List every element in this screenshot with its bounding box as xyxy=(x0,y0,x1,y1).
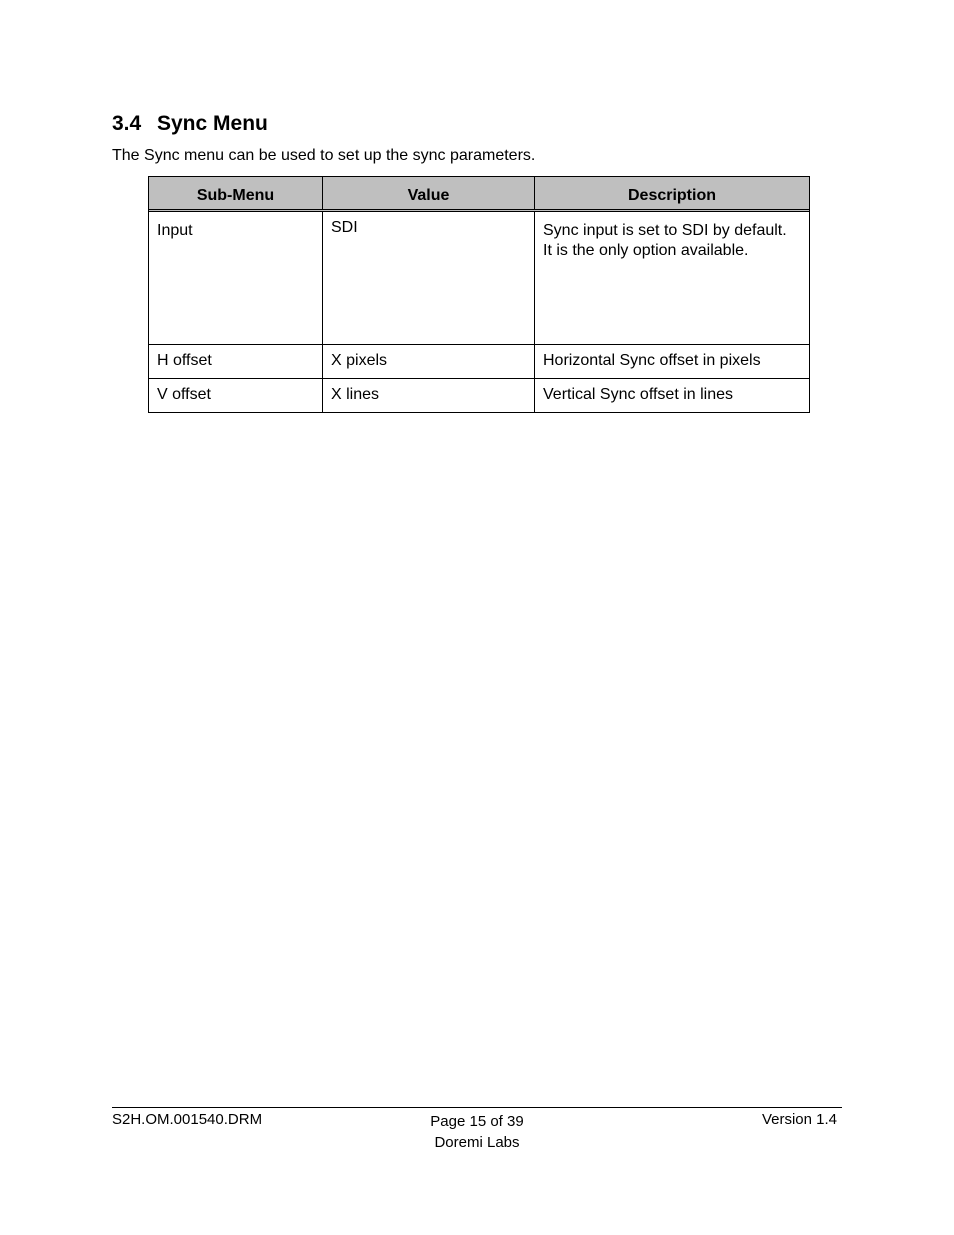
section-heading xyxy=(112,112,268,136)
cell-sub-menu: H offset xyxy=(149,345,323,378)
footer-doc-id: S2H.OM.001540.DRM xyxy=(112,1111,263,1128)
cell-value: SDI xyxy=(323,212,535,344)
footer-page-number: Page 15 of 39 xyxy=(430,1113,524,1130)
cell-description: Sync input is set to SDI by default. It is the only option available. xyxy=(543,222,796,259)
footer-company: Doremi Labs xyxy=(434,1134,520,1151)
table-header-row xyxy=(149,177,809,212)
section-intro: The Sync menu can be used to set up the sync parameters. xyxy=(112,147,536,164)
table-row xyxy=(149,379,809,412)
section-title: Sync Menu xyxy=(157,112,268,135)
sync-menu-table xyxy=(148,176,810,413)
header-value: Value xyxy=(323,177,535,209)
footer-divider xyxy=(112,1107,842,1108)
table-row xyxy=(149,212,809,345)
header-sub-menu: Sub-Menu xyxy=(149,177,323,209)
footer-version: Version 1.4 xyxy=(761,1111,837,1128)
cell-value: X pixels xyxy=(323,345,535,378)
table-row xyxy=(149,345,809,379)
cell-sub-menu: Input xyxy=(149,212,323,344)
cell-description: Horizontal Sync offset in pixels xyxy=(543,352,761,369)
section-number: 3.4 xyxy=(112,112,142,135)
header-description: Description xyxy=(627,187,716,204)
cell-sub-menu: V offset xyxy=(149,379,323,412)
cell-value: X lines xyxy=(323,379,535,412)
cell-description: Vertical Sync offset in lines xyxy=(543,386,734,403)
footer-center xyxy=(377,1111,577,1153)
